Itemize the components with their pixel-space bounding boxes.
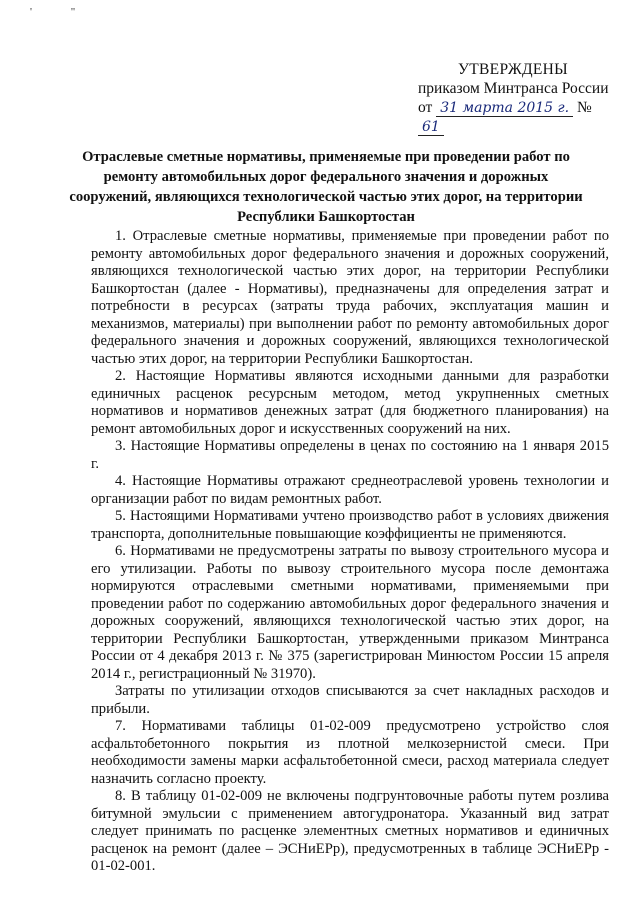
approval-number: 61 [418,120,444,136]
corner-mark: " [70,6,76,18]
approval-date: 31 марта 2015 г. [436,101,573,117]
paragraph-6-note: Затраты по утилизации отходов списываются за счет накладных расходов и прибыли. [91,683,609,717]
approval-order-line: приказом Минтранса России [418,80,609,97]
approval-date-line [418,98,618,136]
paragraph-5: 5. Настоящими Нормативами учтено производство работ в условиях движения транспорта, дополнительные повышающие коэффициенты не применяются. [91,508,609,542]
approval-heading: УТВЕРЖДЕНЫ [458,61,568,78]
corner-marks [30,6,111,18]
approval-number-prefix: № [576,99,592,116]
paragraph-1: 1. Отраслевые сметные нормативы, применяемые при проведении работ по ремонту автомобильных дорог федерального значения и дорожных сооружений, являющихся технологической частью этих дорог, на территории Республики Башкортостан (далее - Нормативы), предназначены для определения затрат и потребности в ресурсах (затраты труда рабочих, эксплуатация машин и механизмов, материалы) при выполнении работ по ремонту автомобильных дорог федерального значения и дорожных сооружений, являющихся технологической частью этих дорог, на территории Республики Башкортостан. [91,228,609,367]
approval-date-prefix: от [418,99,433,116]
paragraph-7: 7. Нормативами таблицы 01-02-009 предусмотрено устройство слоя асфальтобетонного покрытия из плотной мелкозернистой смеси. При необходимости замены марки асфальтобетонной смеси, расход материала следует назначить согласно проекту. [91,718,609,787]
corner-mark: ' [30,6,32,18]
document-body [91,228,609,876]
paragraph-2: 2. Настоящие Нормативы являются исходными данными для разработки единичных расценок ресурсным методом, метод укрупненных сметных нормативов и нормативов денежных затрат (для бюджетного планирования) на ремонт автомобильных дорог и искусственных сооружений на них. [91,368,609,437]
paragraph-4: 4. Настоящие Нормативы отражают среднеотраслевой уровень технологии и организации работ по видам ремонтных работ. [91,473,609,507]
approval-block [418,60,618,136]
paragraph-6: 6. Нормативами не предусмотрены затраты по вывозу строительного мусора и его утилизации. Работы по вывозу строительного мусора после демонтажа нормируются отраслевыми сметными нормативами, применяемыми при проведении работ по содержанию автомобильных дорог федерального значения и дорожных сооружений, являющихся технологической частью этих дорог, на территории Республики Башкортостан, утвержденными приказом Минтранса России от 4 декабря 2013 г. № 375 (зарегистрирован Минюстом России 15 апреля 2014 г., регистрационный № 31970). [91,543,609,682]
paragraph-3: 3. Настоящие Нормативы определены в ценах по состоянию на 1 января 2015 г. [91,438,609,472]
paragraph-8: 8. В таблицу 01-02-009 не включены подгрунтовочные работы путем розлива битумной эмульсии с применением автогудронатора. Указанный вид затрат следует принимать по расценке элементных сметных нормативов и единичных расценок на ремонт (далее – ЭСНиЕРр), предусмотренных в таблице ЭСНиЕРр - 01-02-001. [91,788,609,874]
document-title: Отраслевые сметные нормативы, применяемые при проведении работ по ремонту автомобильных дорог федерального значения и дорожных сооружений, являющихся технологической частью этих дорог, на территории Республики Башкортостан [69,149,583,225]
